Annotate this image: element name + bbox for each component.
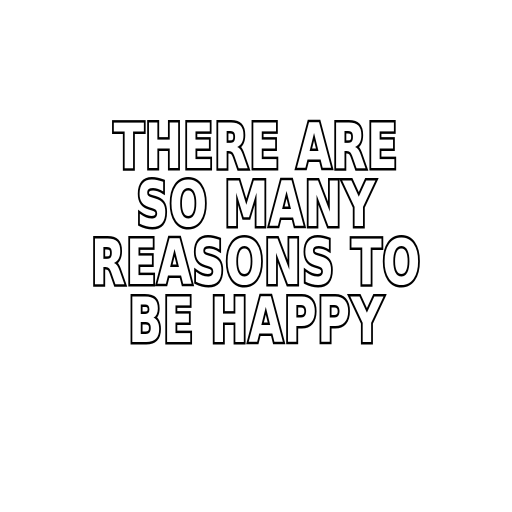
quote-line-2: SO MANY bbox=[136, 168, 376, 241]
quote-line-1: THERE ARE bbox=[113, 110, 399, 183]
quote-line-4: BE HAPPY bbox=[128, 284, 384, 357]
quote-text bbox=[0, 110, 512, 357]
quote-line-3: REASONS TO bbox=[90, 226, 422, 299]
